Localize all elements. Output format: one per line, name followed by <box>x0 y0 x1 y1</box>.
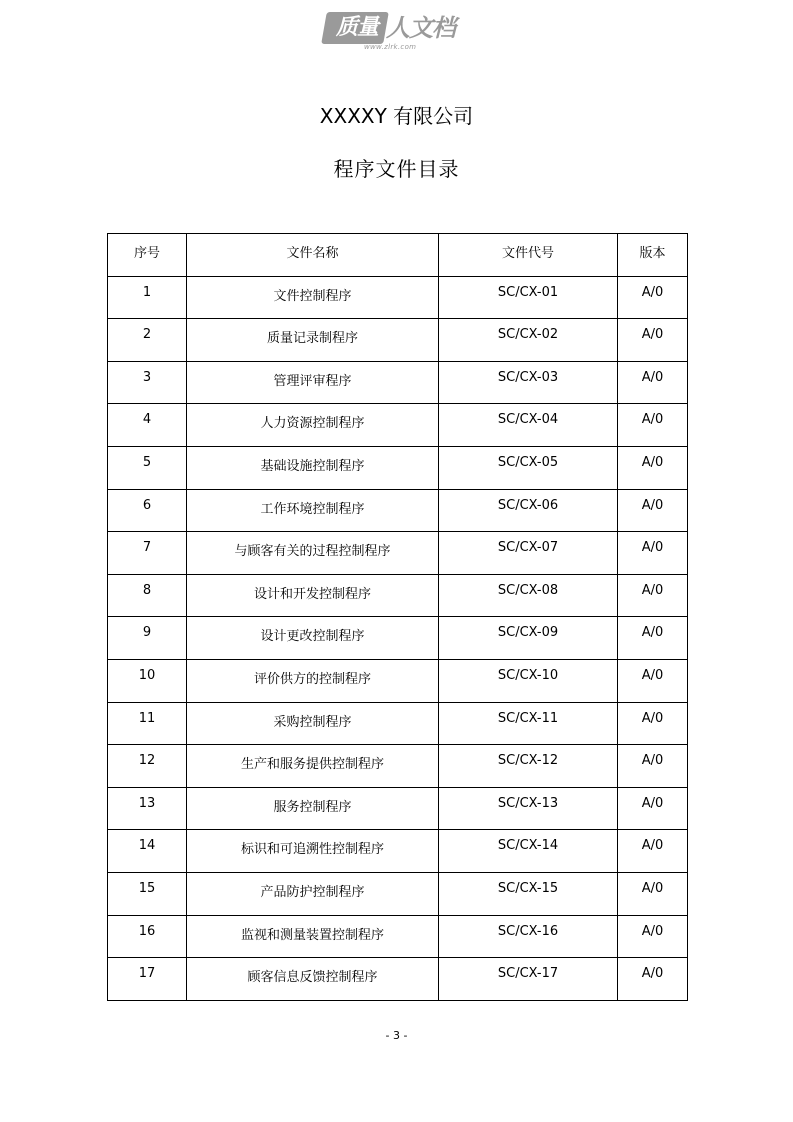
cell-no: 16 <box>108 915 187 958</box>
cell-name: 工作环境控制程序 <box>187 489 439 532</box>
logo-url: www.zlrk.com <box>364 43 417 51</box>
company-name: XXXXY 有限公司 <box>319 104 474 128</box>
cell-code: SC/CX-15 <box>439 872 618 915</box>
cell-no: 3 <box>108 361 187 404</box>
cell-name: 评价供方的控制程序 <box>187 659 439 702</box>
cell-code: SC/CX-04 <box>439 404 618 447</box>
table-row <box>108 276 688 319</box>
cell-no: 8 <box>108 574 187 617</box>
cell-version: A/0 <box>618 872 688 915</box>
cell-no: 15 <box>108 872 187 915</box>
cell-code: SC/CX-17 <box>439 958 618 1001</box>
table-row <box>108 319 688 362</box>
cell-code: SC/CX-11 <box>439 702 618 745</box>
cell-version: A/0 <box>618 702 688 745</box>
cell-code: SC/CX-01 <box>439 276 618 319</box>
cell-version: A/0 <box>618 361 688 404</box>
cell-version: A/0 <box>618 617 688 660</box>
cell-code: SC/CX-05 <box>439 446 618 489</box>
cell-code: SC/CX-16 <box>439 915 618 958</box>
cell-version: A/0 <box>618 319 688 362</box>
cell-version: A/0 <box>618 404 688 447</box>
cell-no: 5 <box>108 446 187 489</box>
cell-name: 采购控制程序 <box>187 702 439 745</box>
cell-no: 9 <box>108 617 187 660</box>
cell-code: SC/CX-09 <box>439 617 618 660</box>
logo-badge-text: 质量 <box>335 15 378 40</box>
procedure-catalog-table <box>107 233 688 1001</box>
cell-code: SC/CX-08 <box>439 574 618 617</box>
table-row <box>108 361 688 404</box>
table-row <box>108 872 688 915</box>
cell-code: SC/CX-13 <box>439 787 618 830</box>
cell-code: SC/CX-14 <box>439 830 618 873</box>
table-row <box>108 446 688 489</box>
cell-name: 顾客信息反馈控制程序 <box>187 958 439 1001</box>
document-title: 程序文件目录 <box>333 157 460 181</box>
cell-name: 质量记录制程序 <box>187 319 439 362</box>
cell-name: 文件控制程序 <box>187 276 439 319</box>
cell-name: 管理评审程序 <box>187 361 439 404</box>
table-row <box>108 404 688 447</box>
table-row <box>108 830 688 873</box>
cell-version: A/0 <box>618 659 688 702</box>
cell-name: 产品防护控制程序 <box>187 872 439 915</box>
cell-no: 1 <box>108 276 187 319</box>
cell-version: A/0 <box>618 830 688 873</box>
cell-name: 标识和可追溯性控制程序 <box>187 830 439 873</box>
cell-code: SC/CX-10 <box>439 659 618 702</box>
table-row <box>108 745 688 788</box>
cell-version: A/0 <box>618 745 688 788</box>
table-row <box>108 574 688 617</box>
cell-code: SC/CX-06 <box>439 489 618 532</box>
table-row <box>108 617 688 660</box>
cell-name: 生产和服务提供控制程序 <box>187 745 439 788</box>
table-row <box>108 958 688 1001</box>
table-row <box>108 702 688 745</box>
cell-no: 12 <box>108 745 187 788</box>
cell-version: A/0 <box>618 787 688 830</box>
cell-version: A/0 <box>618 574 688 617</box>
cell-no: 2 <box>108 319 187 362</box>
logo-text: 人文档 <box>386 14 455 42</box>
table-row <box>108 489 688 532</box>
cell-version: A/0 <box>618 276 688 319</box>
cell-no: 4 <box>108 404 187 447</box>
cell-name: 设计更改控制程序 <box>187 617 439 660</box>
header-version: 版本 <box>618 234 688 277</box>
cell-name: 监视和测量装置控制程序 <box>187 915 439 958</box>
cell-version: A/0 <box>618 915 688 958</box>
table-row <box>108 659 688 702</box>
cell-no: 13 <box>108 787 187 830</box>
table-row <box>108 532 688 575</box>
cell-version: A/0 <box>618 446 688 489</box>
cell-code: SC/CX-12 <box>439 745 618 788</box>
table-row <box>108 787 688 830</box>
cell-code: SC/CX-07 <box>439 532 618 575</box>
cell-no: 6 <box>108 489 187 532</box>
cell-no: 17 <box>108 958 187 1001</box>
cell-code: SC/CX-02 <box>439 319 618 362</box>
watermark-logo <box>324 10 469 52</box>
cell-no: 11 <box>108 702 187 745</box>
cell-name: 服务控制程序 <box>187 787 439 830</box>
cell-no: 7 <box>108 532 187 575</box>
cell-name: 人力资源控制程序 <box>187 404 439 447</box>
cell-name: 基础设施控制程序 <box>187 446 439 489</box>
cell-version: A/0 <box>618 532 688 575</box>
header-code: 文件代号 <box>439 234 618 277</box>
cell-version: A/0 <box>618 489 688 532</box>
cell-no: 10 <box>108 659 187 702</box>
header-no: 序号 <box>108 234 187 277</box>
header-name: 文件名称 <box>187 234 439 277</box>
cell-code: SC/CX-03 <box>439 361 618 404</box>
cell-version: A/0 <box>618 958 688 1001</box>
cell-no: 14 <box>108 830 187 873</box>
table-header-row <box>108 234 688 277</box>
cell-name: 设计和开发控制程序 <box>187 574 439 617</box>
page-number: - 3 - <box>385 1029 408 1042</box>
table-row <box>108 915 688 958</box>
cell-name: 与顾客有关的过程控制程序 <box>187 532 439 575</box>
